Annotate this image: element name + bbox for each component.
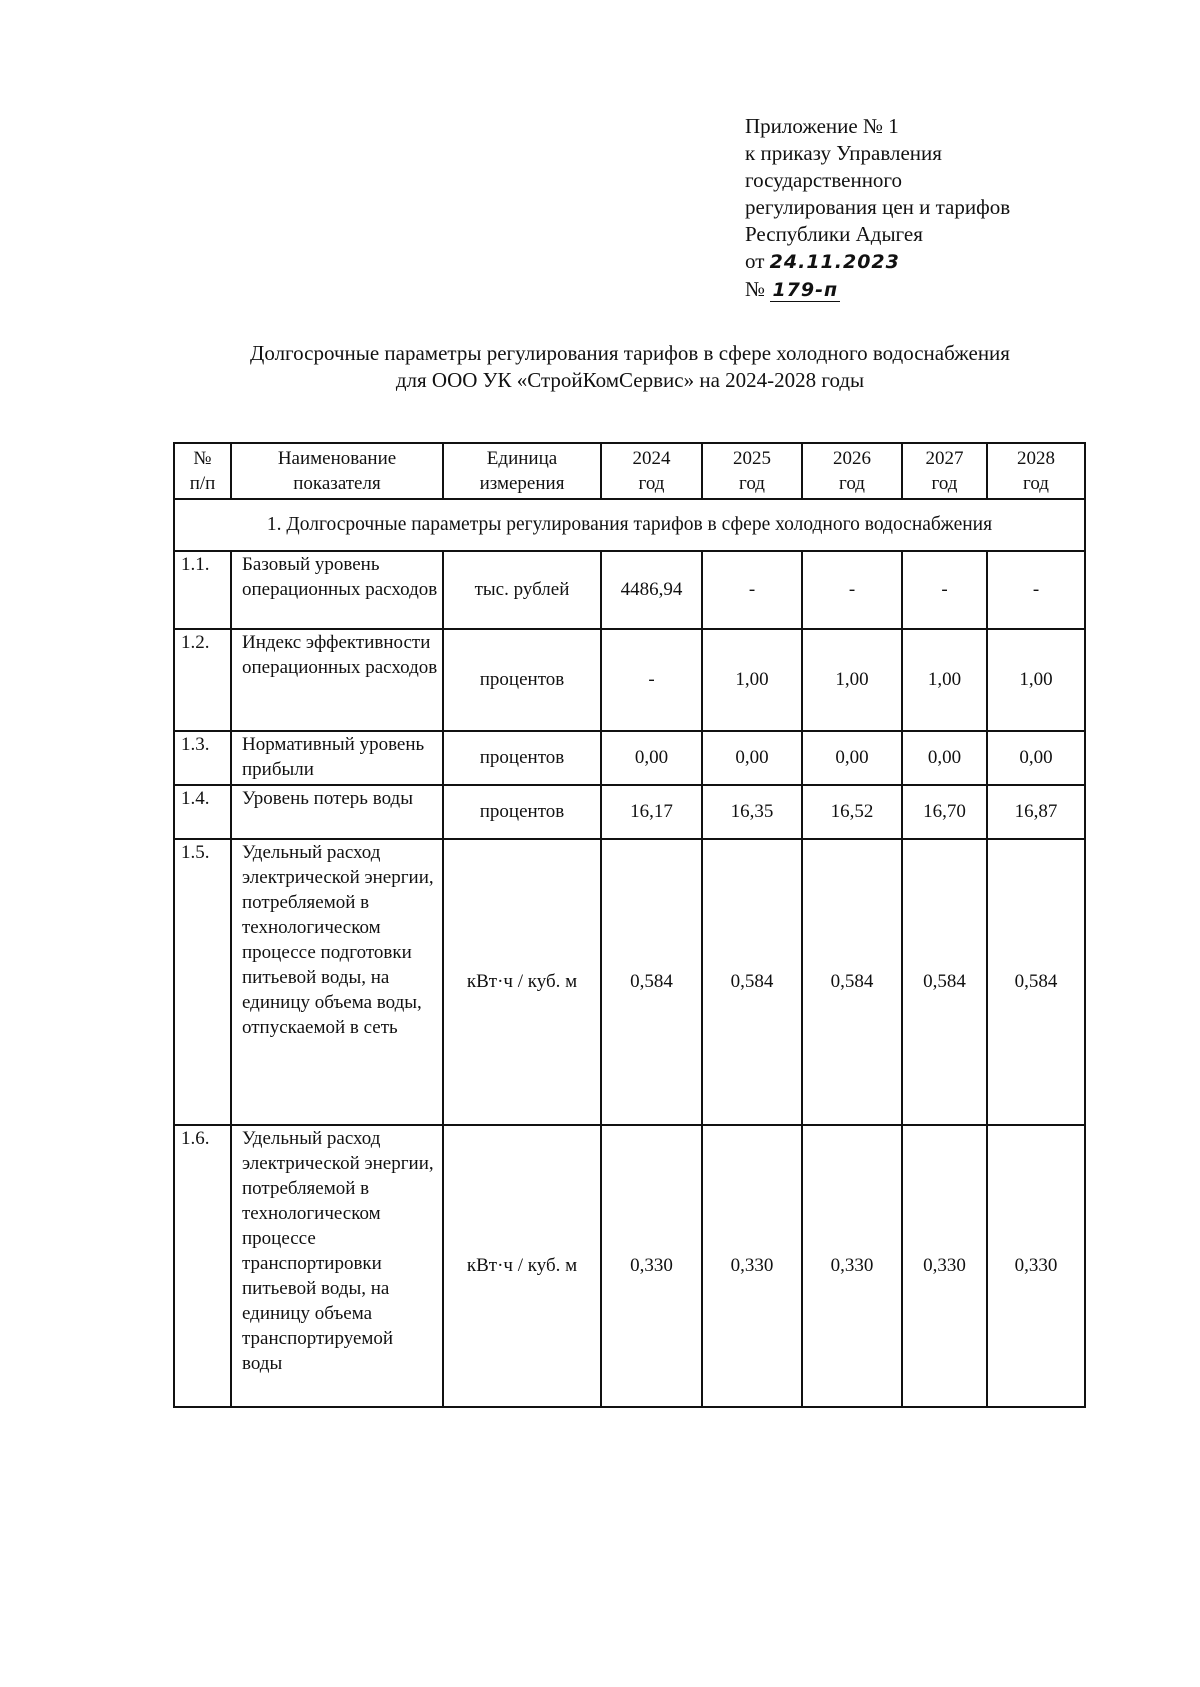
title-line: Долгосрочные параметры регулирования тарифов в сфере холодного водоснабжения: [250, 341, 1010, 365]
header-year-2028: [987, 443, 1085, 499]
appendix-block: [745, 113, 1165, 303]
header-num-line1: №: [193, 448, 212, 469]
row-value: 0,584: [702, 839, 802, 1125]
header-year: 2028: [1017, 448, 1055, 469]
header-year-label: год: [839, 473, 865, 494]
header-year: 2024: [632, 448, 671, 469]
section-row: [174, 499, 1085, 551]
row-num: 1.6.: [174, 1125, 231, 1407]
row-value: 0,584: [902, 839, 987, 1125]
header-year-label: год: [931, 473, 958, 494]
row-value: 16,52: [802, 785, 902, 839]
row-value: 4486,94: [601, 551, 702, 629]
header-year-2025: [702, 443, 802, 499]
row-name: Удельный расход электрической энергии, потребляемой в технологическом процессе подготовки питьевой воды, на единицу объема воды, отпускаемой в сеть: [231, 839, 443, 1125]
row-value: 0,330: [902, 1125, 987, 1407]
header-year-label: год: [1023, 473, 1049, 494]
row-value: 0,330: [702, 1125, 802, 1407]
row-value: 16,87: [987, 785, 1085, 839]
header-name: [231, 443, 443, 499]
header-year-label: год: [739, 473, 765, 494]
header-year: 2027: [925, 448, 964, 469]
header-year-label: год: [638, 473, 665, 494]
row-value: 1,00: [802, 629, 902, 731]
row-value: -: [702, 551, 802, 629]
row-value: 0,330: [987, 1125, 1085, 1407]
header-unit-line2: измерения: [479, 473, 565, 494]
appendix-number: [745, 276, 1165, 303]
row-value: -: [987, 551, 1085, 629]
appendix-date: [745, 248, 1165, 276]
table-row: [174, 551, 1085, 629]
row-value: -: [802, 551, 902, 629]
row-name: Уровень потерь воды: [231, 785, 443, 839]
row-value: 16,70: [902, 785, 987, 839]
row-unit: тыс. рублей: [443, 551, 601, 629]
row-value: 1,00: [987, 629, 1085, 731]
row-unit: кВт·ч / куб. м: [443, 839, 601, 1125]
row-name: Индекс эффективности операционных расходов: [231, 629, 443, 731]
row-value: 0,584: [987, 839, 1085, 1125]
appendix-line: Приложение № 1: [745, 114, 899, 138]
row-value: 1,00: [902, 629, 987, 731]
row-num: 1.3.: [174, 731, 231, 785]
row-value: 0,00: [902, 731, 987, 785]
row-value: 0,330: [601, 1125, 702, 1407]
appendix-line: к приказу Управления: [745, 141, 942, 165]
header-num-line2: п/п: [189, 473, 216, 494]
header-year-2026: [802, 443, 902, 499]
header-year: 2026: [833, 448, 871, 469]
row-value: 0,00: [987, 731, 1085, 785]
row-unit: кВт·ч / куб. м: [443, 1125, 601, 1407]
row-value: 0,330: [802, 1125, 902, 1407]
table-row: [174, 1125, 1085, 1407]
document-title: [130, 340, 1130, 394]
table-row: [174, 785, 1085, 839]
row-value: 0,00: [601, 731, 702, 785]
header-num: [174, 443, 231, 499]
row-name: Нормативный уровень прибыли: [231, 731, 443, 785]
row-value: 0,00: [802, 731, 902, 785]
row-unit: процентов: [443, 785, 601, 839]
title-line: для ООО УК «СтройКомСервис» на 2024-2028 годы: [395, 368, 865, 392]
table-row: [174, 731, 1085, 785]
row-value: 0,00: [702, 731, 802, 785]
row-value: 1,00: [702, 629, 802, 731]
row-num: 1.5.: [174, 839, 231, 1125]
row-name: Удельный расход электрической энергии, потребляемой в технологическом процессе транспортировки питьевой воды, на единицу объема транспортируемой воды: [231, 1125, 443, 1407]
row-unit: процентов: [443, 731, 601, 785]
header-unit: [443, 443, 601, 499]
row-num: 1.4.: [174, 785, 231, 839]
row-value: -: [601, 629, 702, 731]
section-title: 1. Долгосрочные параметры регулирования тарифов в сфере холодного водоснабжения: [174, 499, 1085, 551]
header-unit-line1: Единица: [486, 448, 558, 469]
header-year: 2025: [733, 448, 771, 469]
header-name-line2: показателя: [293, 473, 381, 494]
number-prefix: №: [745, 277, 766, 301]
row-value: 16,35: [702, 785, 802, 839]
table-row: [174, 839, 1085, 1125]
date-prefix: от: [745, 249, 765, 273]
row-num: 1.2.: [174, 629, 231, 731]
handwritten-date: 24.11.2023: [769, 251, 900, 273]
row-unit: процентов: [443, 629, 601, 731]
row-num: 1.1.: [174, 551, 231, 629]
header-row: [174, 443, 1085, 499]
appendix-line: Республики Адыгея: [745, 222, 923, 246]
handwritten-number: 179-п: [770, 279, 840, 302]
table-row: [174, 629, 1085, 731]
header-name-line1: Наименование: [277, 448, 397, 469]
parameters-table: [173, 442, 1086, 1408]
row-value: 0,584: [802, 839, 902, 1125]
appendix-line: регулирования цен и тарифов: [745, 195, 1011, 219]
header-year-2024: [601, 443, 702, 499]
row-value: 0,584: [601, 839, 702, 1125]
header-year-2027: [902, 443, 987, 499]
row-name: Базовый уровень операционных расходов: [231, 551, 443, 629]
row-value: 16,17: [601, 785, 702, 839]
appendix-line: государственного: [745, 168, 903, 192]
row-value: -: [902, 551, 987, 629]
